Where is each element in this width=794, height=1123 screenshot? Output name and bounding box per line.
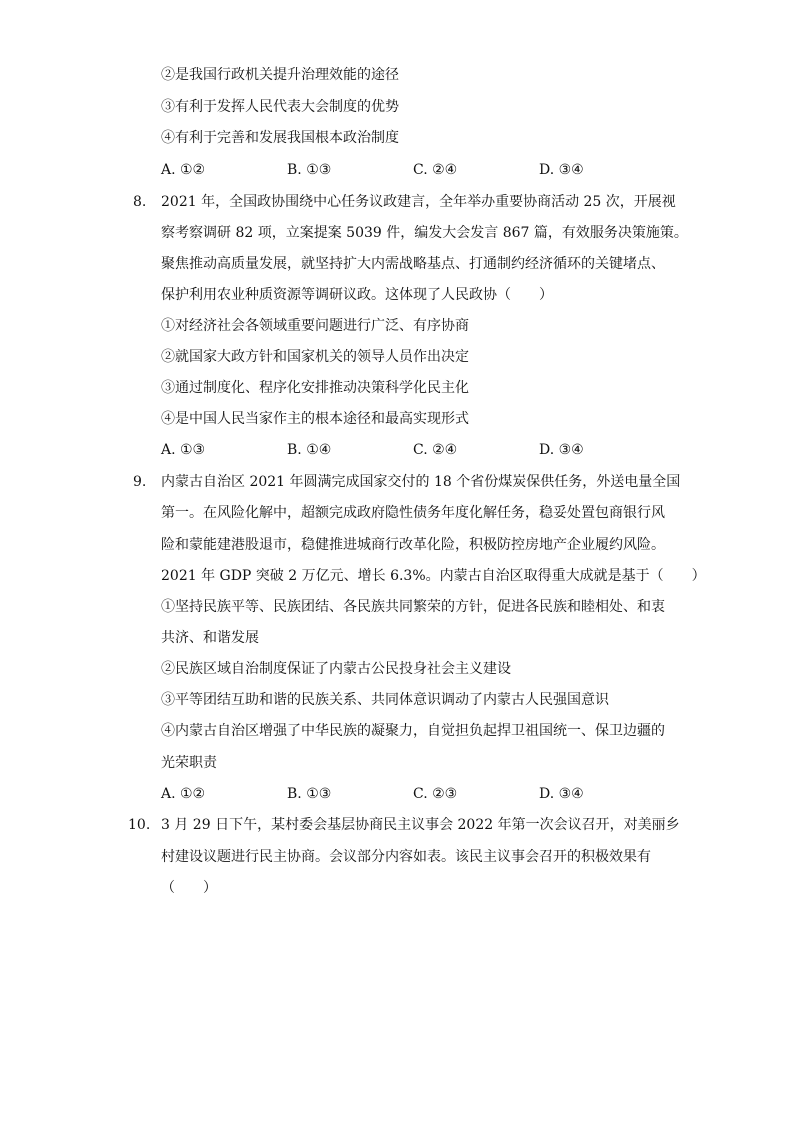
q7-option-a: A. ①②: [161, 162, 206, 178]
q8-item-2: ②就国家大政方针和国家机关的领导人员作出决定: [161, 349, 469, 365]
q9-item-3: ③平等团结互助和谐的民族关系、共同体意识调动了内蒙古人民强国意识: [161, 692, 609, 708]
q8-item-4: ④是中国人民当家作主的根本途径和最高实现形式: [161, 411, 469, 427]
q10-stem-line: （ ）: [161, 880, 217, 896]
q8-stem-line: 聚焦推动高质量发展，就坚持扩大内需战略基点、打通制约经济循环的关键堵点、: [161, 256, 665, 272]
q7-item-3: ③有利于发挥人民代表大会制度的优势: [161, 99, 399, 115]
q7-item-4: ④有利于完善和发展我国根本政治制度: [161, 130, 399, 146]
q7-option-d: D. ③④: [539, 162, 584, 178]
q7-option-b: B. ①③: [287, 162, 332, 178]
q9-number: 9.: [133, 474, 147, 490]
q8-stem-line: 保护利用农业种质资源等调研议政。这体现了人民政协（ ）: [161, 287, 553, 303]
q8-option-b: B. ①④: [287, 442, 332, 458]
q8-options: [161, 440, 641, 460]
q9-item-2: ②民族区域自治制度保证了内蒙古公民投身社会主义建设: [161, 661, 511, 677]
q9-option-d: D. ③④: [539, 786, 584, 802]
q7-item-2: ②是我国行政机关提升治理效能的途径: [161, 67, 399, 83]
q9-item-4: ④内蒙古自治区增强了中华民族的凝聚力，自觉担负起捍卫祖国统一、保卫边疆的: [161, 723, 665, 739]
q7-option-c: C. ②④: [413, 162, 458, 178]
q9-item-4-cont: 光荣职责: [161, 755, 217, 771]
q8-stem-line: 察考察调研 82 项，立案提案 5039 件，编发大会发言 867 篇，有效服务决策施策。: [161, 225, 688, 241]
q8-option-c: C. ②④: [413, 442, 458, 458]
q10-stem-line: 3 月 29 日下午，某村委会基层协商民主议事会 2022 年第一次会议召开，对美丽乡: [161, 817, 680, 833]
q8-option-d: D. ③④: [539, 442, 584, 458]
q8-item-3: ③通过制度化、程序化安排推动决策科学化民主化: [161, 380, 469, 396]
q9-stem-line: 第一。在风险化解中，超额完成政府隐性债务年度化解任务，稳妥处置包商银行风: [161, 505, 665, 521]
q9-stem-line: 险和蒙能建港股退市，稳健推进城商行改革化险，积极防控房地产企业履约风险。: [161, 537, 665, 553]
q8-stem-line: 2021 年，全国政协围绕中心任务议政建言，全年举办重要协商活动 25 次，开展视: [161, 194, 676, 210]
q9-option-c: C. ②③: [413, 786, 458, 802]
q9-options: [161, 784, 641, 804]
q8-number: 8.: [133, 194, 147, 210]
q9-option-b: B. ①③: [287, 786, 332, 802]
q10-stem-line: 村建设议题进行民主协商。会议部分内容如表。该民主议事会召开的积极效果有: [161, 849, 651, 865]
q9-stem-line: 2021 年 GDP 突破 2 万亿元、增长 6.3%。内蒙古自治区取得重大成就是基于（ ）: [161, 568, 706, 584]
q8-item-1: ①对经济社会各领域重要问题进行广泛、有序协商: [161, 318, 469, 334]
q9-item-1: ①坚持民族平等、民族团结、各民族共同繁荣的方针，促进各民族和睦相处、和衷: [161, 599, 665, 615]
q8-option-a: A. ①③: [161, 442, 206, 458]
q10-number: 10.: [128, 817, 151, 833]
q9-item-1-cont: 共济、和谐发展: [161, 630, 259, 646]
q9-stem-line: 内蒙古自治区 2021 年圆满完成国家交付的 18 个省份煤炭保供任务，外送电量全国: [161, 474, 681, 490]
q7-options: [161, 160, 641, 180]
q9-option-a: A. ①②: [161, 786, 206, 802]
